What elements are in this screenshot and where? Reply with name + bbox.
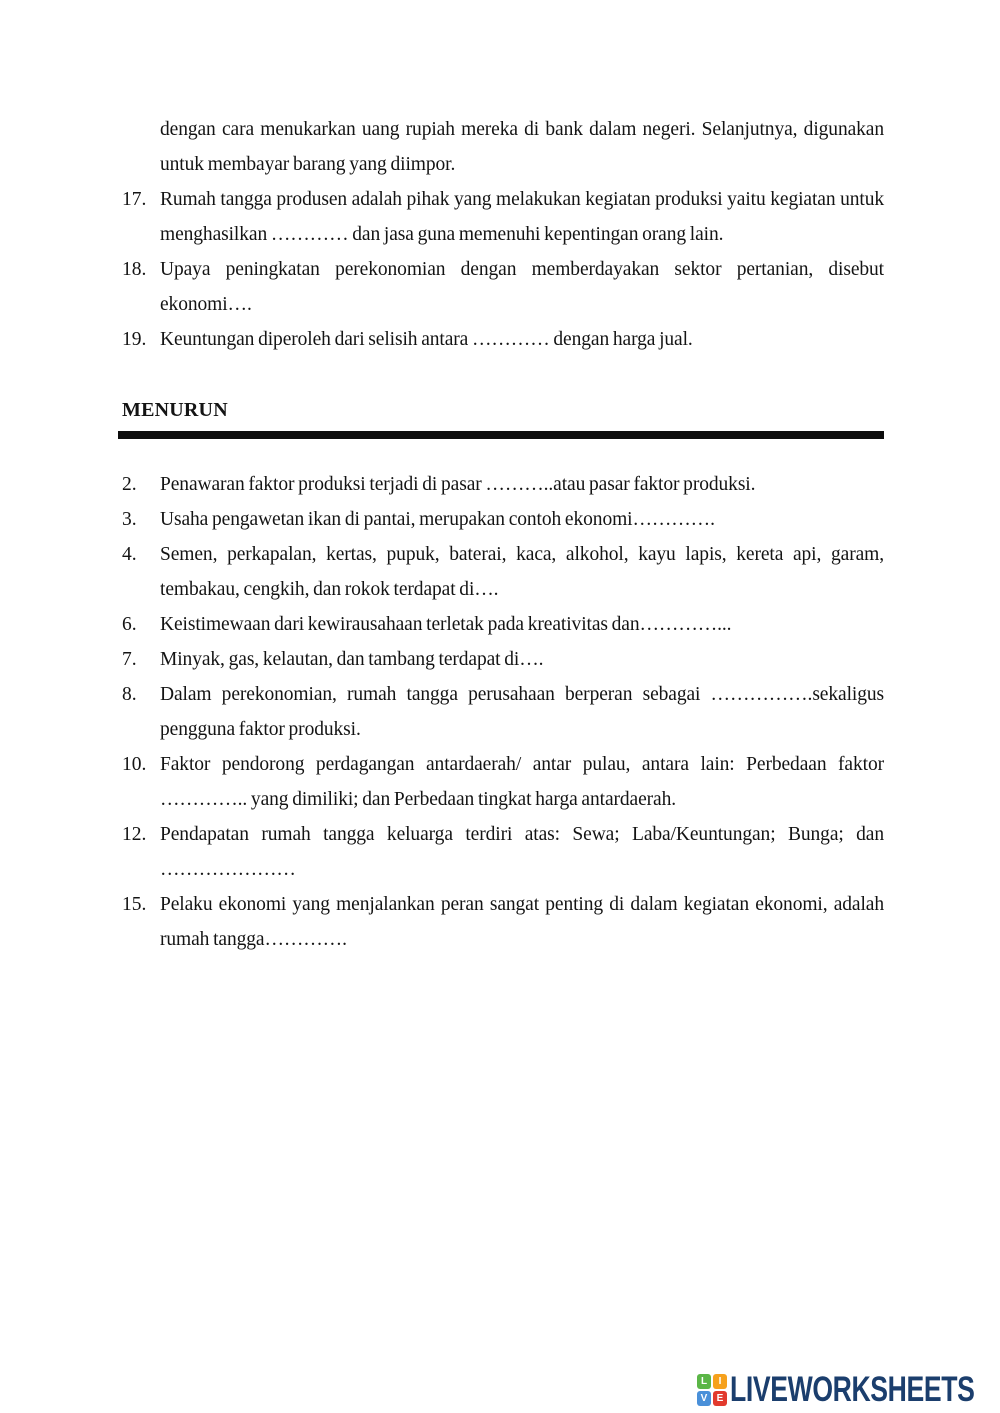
clue-item — [122, 252, 884, 322]
clue-text: Penawaran faktor produksi terjadi di pasar ………..atau pasar faktor produksi. — [160, 474, 756, 495]
clue-number: 8. — [122, 684, 137, 705]
clue-number: 17. — [122, 189, 147, 210]
clue-item — [122, 747, 884, 817]
clue-number: 6. — [122, 614, 137, 635]
clue-number: 4. — [122, 544, 137, 565]
clue-item — [122, 182, 884, 252]
liveworksheets-logo-icon — [697, 1374, 727, 1406]
liveworksheets-wordmark-wrap — [730, 1370, 986, 1409]
clue-text: Minyak, gas, kelautan, dan tambang terdapat di…. — [160, 649, 544, 670]
section-divider — [118, 431, 884, 439]
clue-number: 2. — [122, 474, 137, 495]
clue-number: 19. — [122, 329, 147, 350]
worksheet-content — [122, 112, 884, 957]
liveworksheets-logo[interactable] — [697, 1372, 986, 1408]
clue-item — [122, 537, 884, 607]
menurun-heading: MENURUN — [122, 399, 228, 421]
clue-text: Keistimewaan dari kewirausahaan terletak pada kreativitas dan…………... — [160, 614, 732, 635]
clue-text: Dalam perekonomian, rumah tangga perusahaan berperan sebagai …………….sekaligus pengguna faktor produksi. — [160, 684, 884, 740]
logo-square-i: I — [713, 1374, 727, 1389]
clue-text: Pelaku ekonomi yang menjalankan peran sangat penting di dalam kegiatan ekonomi, adalah rumah tangga…………. — [160, 894, 884, 950]
clue-number — [122, 112, 160, 182]
intro-paragraph — [122, 112, 884, 182]
clue-number: 3. — [122, 509, 137, 530]
clue-item — [122, 322, 884, 357]
liveworksheets-wordmark: LIVEWORKSHEETS — [730, 1370, 975, 1409]
intro-paragraph-text: dengan cara menukarkan uang rupiah mereka di bank dalam negeri. Selanjutnya, digunakan untuk membayar barang yang diimpor. — [160, 119, 884, 175]
clue-item — [122, 607, 884, 642]
logo-square-e: E — [713, 1391, 727, 1406]
clue-number: 7. — [122, 649, 137, 670]
clue-item — [122, 887, 884, 957]
clue-text: Usaha pengawetan ikan di pantai, merupakan contoh ekonomi…………. — [160, 509, 715, 530]
menurun-items — [122, 467, 884, 957]
logo-square-l: L — [697, 1374, 711, 1389]
clue-text: Semen, perkapalan, kertas, pupuk, baterai, kaca, alkohol, kayu lapis, kereta api, garam, tembakau, cengkih, dan rokok terdapat di…. — [160, 544, 884, 600]
clue-text: Keuntungan diperoleh dari selisih antara ………… dengan harga jual. — [160, 329, 693, 350]
clue-text: Pendapatan rumah tangga keluarga terdiri atas: Sewa; Laba/Keuntungan; Bunga; dan ………………… — [160, 824, 884, 880]
clue-item — [122, 467, 884, 502]
clue-item — [122, 817, 884, 887]
clue-text: Rumah tangga produsen adalah pihak yang melakukan kegiatan produksi yaitu kegiatan untuk menghasilkan ………… dan jasa guna memenuhi kepentingan orang lain. — [160, 189, 884, 245]
clue-item — [122, 502, 884, 537]
clue-item — [122, 677, 884, 747]
clue-number: 12. — [122, 824, 147, 845]
clue-text: Faktor pendorong perdagangan antardaerah/ antar pulau, antara lain: Perbedaan faktor ………….. yang dimiliki; dan Perbedaan tingkat harga antardaerah. — [160, 754, 884, 810]
clue-text: Upaya peningkatan perekonomian dengan memberdayakan sektor pertanian, disebut ekonomi…. — [160, 259, 884, 315]
logo-square-v: V — [697, 1391, 711, 1406]
clue-item — [122, 642, 884, 677]
clue-number: 10. — [122, 754, 147, 775]
clue-number: 15. — [122, 894, 147, 915]
clue-number: 18. — [122, 259, 147, 280]
